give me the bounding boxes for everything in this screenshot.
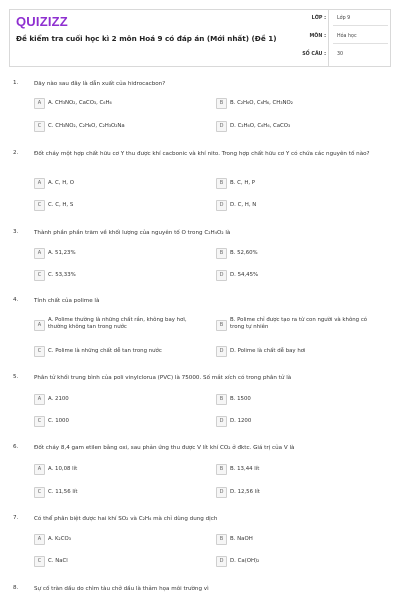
option-b[interactable] (216, 317, 386, 335)
option-badge: D (216, 487, 227, 498)
option-badge: B (216, 534, 227, 545)
option-text: B. C, H, P (230, 180, 256, 186)
option-badge: A (34, 98, 45, 109)
option-a[interactable] (34, 464, 212, 475)
option-d[interactable] (216, 270, 386, 281)
option-d[interactable] (216, 416, 386, 427)
meta-table (302, 10, 391, 66)
option-badge: A (34, 394, 45, 405)
option-text: A. 51,23% (48, 250, 76, 256)
option-badge: D (216, 346, 227, 357)
option-d[interactable] (216, 200, 386, 211)
option-badge: C (34, 487, 45, 498)
meta-value: Hóa học (337, 34, 357, 39)
option-b[interactable] (216, 178, 386, 189)
option-text: A. K₂CO₃ (48, 536, 71, 542)
option-text: C. NaCl (48, 558, 68, 564)
option-badge: D (216, 270, 227, 281)
option-text: A. C, H, O (48, 180, 74, 186)
question-text: Có thể phân biệt được hai khí SO₂ và C₂H₄ mà chỉ dùng dung dịch (34, 516, 218, 522)
question-number: 2. (13, 150, 19, 156)
option-c[interactable] (34, 487, 212, 498)
option-badge: C (34, 270, 45, 281)
option-a[interactable] (34, 394, 212, 405)
question-number: 1. (13, 80, 19, 86)
option-a[interactable] (34, 98, 212, 109)
option-text: C. 11,56 lít (48, 489, 78, 495)
option-a[interactable] (34, 248, 212, 259)
quizizz-logo: QUIZIZZ (16, 14, 68, 29)
question-number: 3. (13, 229, 19, 235)
option-badge: D (216, 556, 227, 567)
option-c[interactable] (34, 200, 212, 211)
question-text: Sự cố tràn dầu do chìm tàu chở dầu là thảm họa môi trường vì (34, 586, 209, 592)
option-d[interactable] (216, 121, 386, 132)
option-badge: C (34, 556, 45, 567)
question-number: 6. (13, 444, 19, 450)
option-text: B. 13,44 lít (230, 466, 260, 472)
option-c[interactable] (34, 121, 212, 132)
meta-key: MÔN : (309, 34, 326, 39)
option-text: C. 1000 (48, 418, 69, 424)
option-badge: B (216, 320, 227, 331)
option-text: A. CH₃NO₂, CaCO₃, C₆H₆ (48, 100, 112, 106)
meta-row-subject (309, 28, 392, 46)
option-badge: B (216, 178, 227, 189)
option-text: D. 54,45% (230, 272, 259, 278)
option-d[interactable] (216, 346, 386, 357)
option-text: D. Polime là chất dễ bay hơi (230, 348, 306, 354)
option-b[interactable] (216, 248, 386, 259)
worksheet-header (9, 9, 391, 67)
option-text: B. 52,60% (230, 250, 258, 256)
option-badge: A (34, 248, 45, 259)
option-badge: C (34, 200, 45, 211)
option-text: A. 2100 (48, 396, 69, 402)
option-c[interactable] (34, 556, 212, 567)
option-c[interactable] (34, 346, 212, 357)
option-text: D. Ca(OH)₂ (230, 558, 260, 564)
meta-row-count (302, 46, 392, 64)
question-number: 7. (13, 515, 19, 521)
option-badge: C (34, 416, 45, 427)
option-b[interactable] (216, 394, 386, 405)
option-a[interactable] (34, 178, 212, 189)
question-text: Tính chất của polime là (34, 298, 100, 304)
option-text: B. 1500 (230, 396, 251, 402)
option-badge: C (34, 121, 45, 132)
meta-value: Lớp 9 (337, 16, 351, 21)
option-text: B. Polime chỉ được tạo ra từ con người và không có trong tự nhiên (230, 317, 368, 330)
option-text: C. C, H, S (48, 202, 74, 208)
option-text: C. Polime là những chất dễ tan trong nước (48, 348, 162, 354)
option-text: D. C, H, N (230, 202, 257, 208)
option-a[interactable] (34, 317, 212, 335)
option-text: A. 10,08 lít (48, 466, 78, 472)
question-number: 5. (13, 374, 19, 380)
option-badge: A (34, 178, 45, 189)
option-a[interactable] (34, 534, 212, 545)
option-text: D. 12,56 lít (230, 489, 260, 495)
option-badge: B (216, 98, 227, 109)
option-badge: C (34, 346, 45, 357)
option-text: D. C₂H₆O, C₆H₆, CaCO₃ (230, 123, 291, 129)
option-badge: A (34, 320, 45, 331)
question-text: Dãy nào sau đây là dẫn xuất của hidrocacbon? (34, 81, 166, 87)
option-badge: D (216, 200, 227, 211)
option-badge: D (216, 416, 227, 427)
option-text: C. CH₃NO₂, C₂H₆O, C₂H₃O₂Na (48, 123, 125, 129)
question-text: Đốt cháy 8,4 gam etilen bằng oxi, sau phản ứng thu được V lít khí CO₂ ở đktc. Giá trị của V là (34, 445, 295, 451)
meta-key: LỚP : (311, 16, 326, 21)
option-badge: A (34, 534, 45, 545)
option-badge: B (216, 394, 227, 405)
option-text: A. Polime thường là những chất rắn, không bay hơi, thường không tan trong nước (48, 317, 187, 330)
option-b[interactable] (216, 464, 386, 475)
option-text: D. 1200 (230, 418, 252, 424)
meta-key: SỐ CÂU : (302, 52, 326, 57)
option-d[interactable] (216, 487, 386, 498)
question-text: Thành phần phần trăm về khối lượng của nguyên tố O trong C₂H₄O₂ là (34, 230, 231, 236)
option-d[interactable] (216, 556, 386, 567)
option-b[interactable] (216, 98, 386, 109)
option-text: B. C₂H₆O, C₆H₆, CH₃NO₂ (230, 100, 293, 106)
option-c[interactable] (34, 270, 212, 281)
question-text: Đốt cháy một hợp chất hữu cơ Y thu được khí cacbonic và khí nito. Trong hợp chất hữu cơ Y có chứa các nguyên tố nào? (34, 151, 370, 157)
question-text: Phân tử khối trung bình của poli vinylclorua (PVC) là 75000. Số mắt xích có trong phân tử là (34, 375, 292, 381)
option-b[interactable] (216, 534, 386, 545)
option-text: B. NaOH (230, 536, 253, 542)
option-badge: D (216, 121, 227, 132)
question-number: 8. (13, 585, 19, 591)
option-badge: A (34, 464, 45, 475)
meta-value: 30 (337, 52, 344, 57)
option-c[interactable] (34, 416, 212, 427)
question-number: 4. (13, 297, 19, 303)
option-badge: B (216, 464, 227, 475)
option-badge: B (216, 248, 227, 259)
document-title: Đề kiểm tra cuối học kì 2 môn Hoá 9 có đáp án (Mới nhất) (Đề 1) (16, 34, 277, 43)
meta-row-class (311, 10, 392, 28)
option-text: C. 53,33% (48, 272, 76, 278)
